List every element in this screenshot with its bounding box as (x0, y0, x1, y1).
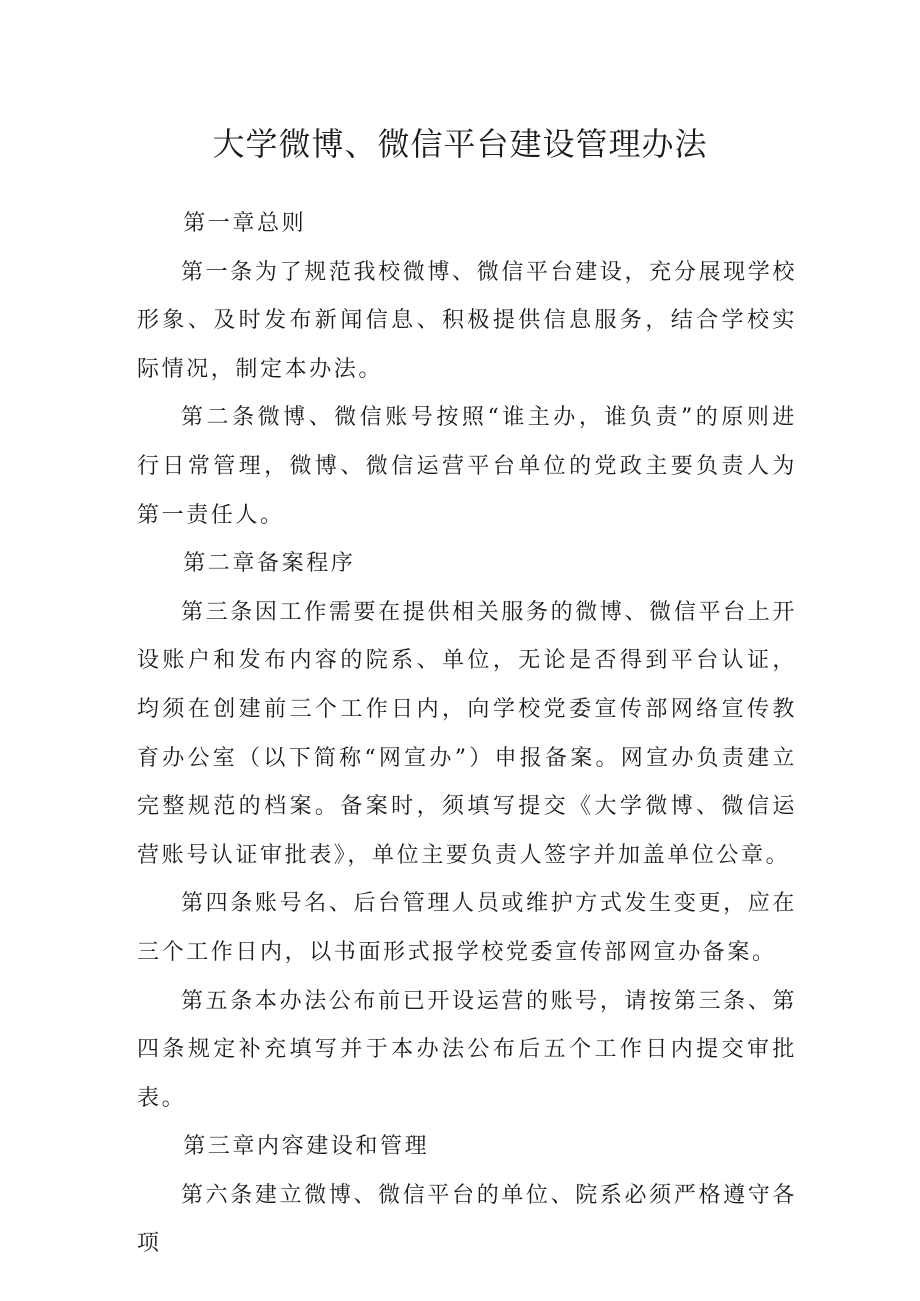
chapter-heading-3: 第三章内容建设和管理 (183, 1134, 430, 1160)
article-4-paragraph: 第四条账号名、后台管理人员或维护方式发生变更，应在三个工作日内，以书面形式报学校党委宣传部网宣办备案。 (137, 891, 797, 965)
article-5-paragraph: 第五条本办法公布前已开设运营的账号，请按第三条、第四条规定补充填写并于本办法公布后五个工作日内提交审批表。 (137, 988, 797, 1111)
document-title: 大学微博、微信平台建设管理办法 (212, 125, 708, 163)
article-6-paragraph: 第六条建立微博、微信平台的单位、院系必须严格遵守各项 (137, 1182, 797, 1257)
article-3-paragraph: 第三条因工作需要在提供相关服务的微博、微信平台上开设账户和发布内容的院系、单位，无论是否得到平台认证，均须在创建前三个工作日内，向学校党委宣传部网络宣传教育办公室（以下简称“网宣办”）申报备案。网宣办负责建立完整规范的档案。备案时，须填写提交《大学微博、微信运营账号认证审批表》，单位主要负责人签字并加盖单位公章。 (137, 599, 797, 868)
chapter-heading-1: 第一章总则 (183, 211, 307, 236)
article-2-paragraph: 第二条微博、微信账号按照“谁主办，谁负责”的原则进行日常管理，微博、微信运营平台单位的党政主要负责人为第一责任人。 (137, 405, 797, 528)
document-body (137, 200, 797, 1269)
article-1-paragraph: 第一条为了规范我校微博、微信平台建设，充分展现学校形象、及时发布新闻信息、积极提供信息服务，结合学校实际情况，制定本办法。 (137, 259, 797, 382)
chapter-heading-2: 第二章备案程序 (183, 551, 356, 577)
